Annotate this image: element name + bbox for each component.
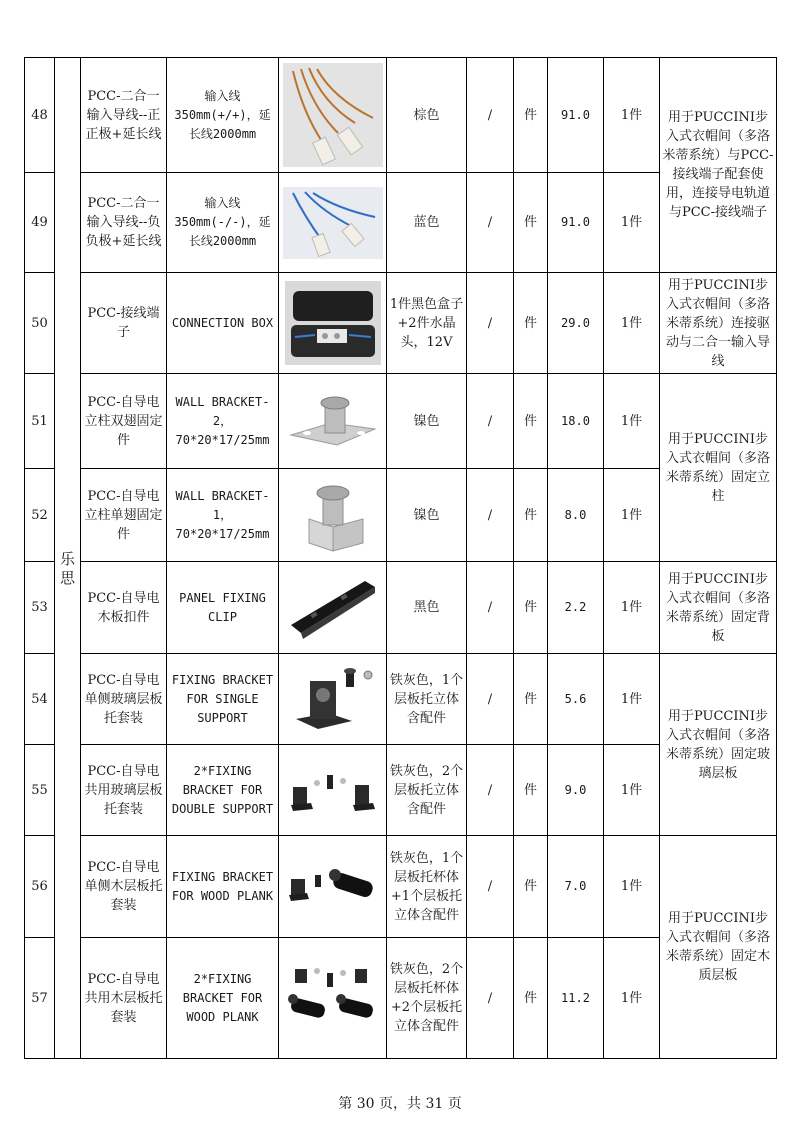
double-wood-support-photo	[279, 938, 387, 1059]
brand-cell: 乐 思	[55, 58, 81, 1059]
product-color: 镍色	[387, 374, 467, 469]
product-name: PCC-自导电立柱单翅固定件	[81, 469, 167, 562]
row-number: 48	[25, 58, 55, 173]
quantity: 1件	[604, 469, 660, 562]
product-name: PCC-自导电单侧玻璃层板托套装	[81, 654, 167, 745]
unit: 件	[514, 836, 548, 938]
remark: 用于PUCCINI步入式衣帽间（多洛米蒂系统）固定背板	[660, 562, 777, 654]
product-color: 铁灰色，1个层板托立体含配件	[387, 654, 467, 745]
blue-input-wire-photo	[279, 173, 387, 273]
product-model: 输入线350mm(+/+)，延长线2000mm	[167, 58, 279, 173]
row-number: 51	[25, 374, 55, 469]
remark: 用于PUCCINI步入式衣帽间（多洛米蒂系统）固定立柱	[660, 374, 777, 562]
product-model: FIXING BRACKET FOR WOOD PLANK	[167, 836, 279, 938]
row-number: 49	[25, 173, 55, 273]
product-model: 2*FIXING BRACKET FOR WOOD PLANK	[167, 938, 279, 1059]
remark: 用于PUCCINI步入式衣帽间（多洛米蒂系统）与PCC-接线端子配套使用，连接导电轨道与PCC-接线端子	[660, 58, 777, 273]
row-number: 50	[25, 273, 55, 374]
unit: 件	[514, 173, 548, 273]
product-model: 输入线350mm(-/-)，延长线2000mm	[167, 173, 279, 273]
remark: 用于PUCCINI步入式衣帽间（多洛米蒂系统）固定木质层板	[660, 836, 777, 1059]
product-color: 棕色	[387, 58, 467, 173]
product-name: PCC-自导电共用木层板托套装	[81, 938, 167, 1059]
extra-value: /	[467, 745, 514, 836]
row-number: 52	[25, 469, 55, 562]
product-model: 2*FIXING BRACKET FOR DOUBLE SUPPORT	[167, 745, 279, 836]
product-color: 镍色	[387, 469, 467, 562]
remark: 用于PUCCINI步入式衣帽间（多洛米蒂系统）连接驱动与二合一输入导线	[660, 273, 777, 374]
quantity: 1件	[604, 562, 660, 654]
extra-value: /	[467, 173, 514, 273]
row-number: 53	[25, 562, 55, 654]
extra-value: /	[467, 58, 514, 173]
product-name: PCC-自导电木板扣件	[81, 562, 167, 654]
unit: 件	[514, 745, 548, 836]
product-name: PCC-二合一输入导线--正正极+延长线	[81, 58, 167, 173]
single-wood-support-photo	[279, 836, 387, 938]
quantity: 1件	[604, 173, 660, 273]
quantity: 1件	[604, 745, 660, 836]
row-number: 55	[25, 745, 55, 836]
quantity: 1件	[604, 836, 660, 938]
unit-price: 7.0	[548, 836, 604, 938]
unit-price: 18.0	[548, 374, 604, 469]
unit: 件	[514, 654, 548, 745]
product-model: WALL BRACKET-1，70*20*17/25mm	[167, 469, 279, 562]
table-row	[25, 562, 777, 654]
extra-value: /	[467, 836, 514, 938]
product-name: PCC-二合一输入导线--负负极+延长线	[81, 173, 167, 273]
remark: 用于PUCCINI步入式衣帽间（多洛米蒂系统）固定玻璃层板	[660, 654, 777, 836]
unit: 件	[514, 58, 548, 173]
product-name: PCC-接线端子	[81, 273, 167, 374]
extra-value: /	[467, 562, 514, 654]
page-footer: 第 30 页，共 31 页	[338, 1096, 462, 1112]
unit: 件	[514, 469, 548, 562]
table-row	[25, 58, 777, 173]
product-color: 铁灰色，1个层板托杯体+1个层板托立体含配件	[387, 836, 467, 938]
table-row	[25, 374, 777, 469]
unit-price: 29.0	[548, 273, 604, 374]
unit-price: 5.6	[548, 654, 604, 745]
extra-value: /	[467, 469, 514, 562]
extra-value: /	[467, 273, 514, 374]
brown-input-wire-photo	[279, 58, 387, 173]
unit-price: 2.2	[548, 562, 604, 654]
product-color: 铁灰色，2个层板托立体含配件	[387, 745, 467, 836]
quantity: 1件	[604, 374, 660, 469]
product-model: FIXING BRACKET FOR SINGLE SUPPORT	[167, 654, 279, 745]
extra-value: /	[467, 938, 514, 1059]
quantity: 1件	[604, 938, 660, 1059]
product-model: WALL BRACKET-2，70*20*17/25mm	[167, 374, 279, 469]
unit: 件	[514, 374, 548, 469]
row-number: 56	[25, 836, 55, 938]
product-model: PANEL FIXING CLIP	[167, 562, 279, 654]
unit-price: 11.2	[548, 938, 604, 1059]
single-glass-support-photo	[279, 654, 387, 745]
product-name: PCC-自导电立柱双翅固定件	[81, 374, 167, 469]
unit-price: 9.0	[548, 745, 604, 836]
unit-price: 91.0	[548, 58, 604, 173]
product-color: 蓝色	[387, 173, 467, 273]
unit: 件	[514, 938, 548, 1059]
quantity: 1件	[604, 654, 660, 745]
unit-price: 8.0	[548, 469, 604, 562]
extra-value: /	[467, 654, 514, 745]
product-color: 铁灰色，2个层板托杯体+2个层板托立体含配件	[387, 938, 467, 1059]
product-color: 1件黑色盒子+2件水晶头，12V	[387, 273, 467, 374]
table-row	[25, 836, 777, 938]
table-row	[25, 654, 777, 745]
product-name: PCC-自导电共用玻璃层板托套装	[81, 745, 167, 836]
unit: 件	[514, 273, 548, 374]
unit: 件	[514, 562, 548, 654]
double-wing-bracket-photo	[279, 374, 387, 469]
product-color: 黑色	[387, 562, 467, 654]
quantity: 1件	[604, 273, 660, 374]
single-wing-bracket-photo	[279, 469, 387, 562]
quantity: 1件	[604, 58, 660, 173]
product-table	[24, 57, 777, 1059]
connection-box-photo	[279, 273, 387, 374]
unit-price: 91.0	[548, 173, 604, 273]
row-number: 57	[25, 938, 55, 1059]
row-number: 54	[25, 654, 55, 745]
product-name: PCC-自导电单侧木层板托套装	[81, 836, 167, 938]
double-glass-support-photo	[279, 745, 387, 836]
panel-clip-photo	[279, 562, 387, 654]
extra-value: /	[467, 374, 514, 469]
table-row	[25, 273, 777, 374]
product-model: CONNECTION BOX	[167, 273, 279, 374]
